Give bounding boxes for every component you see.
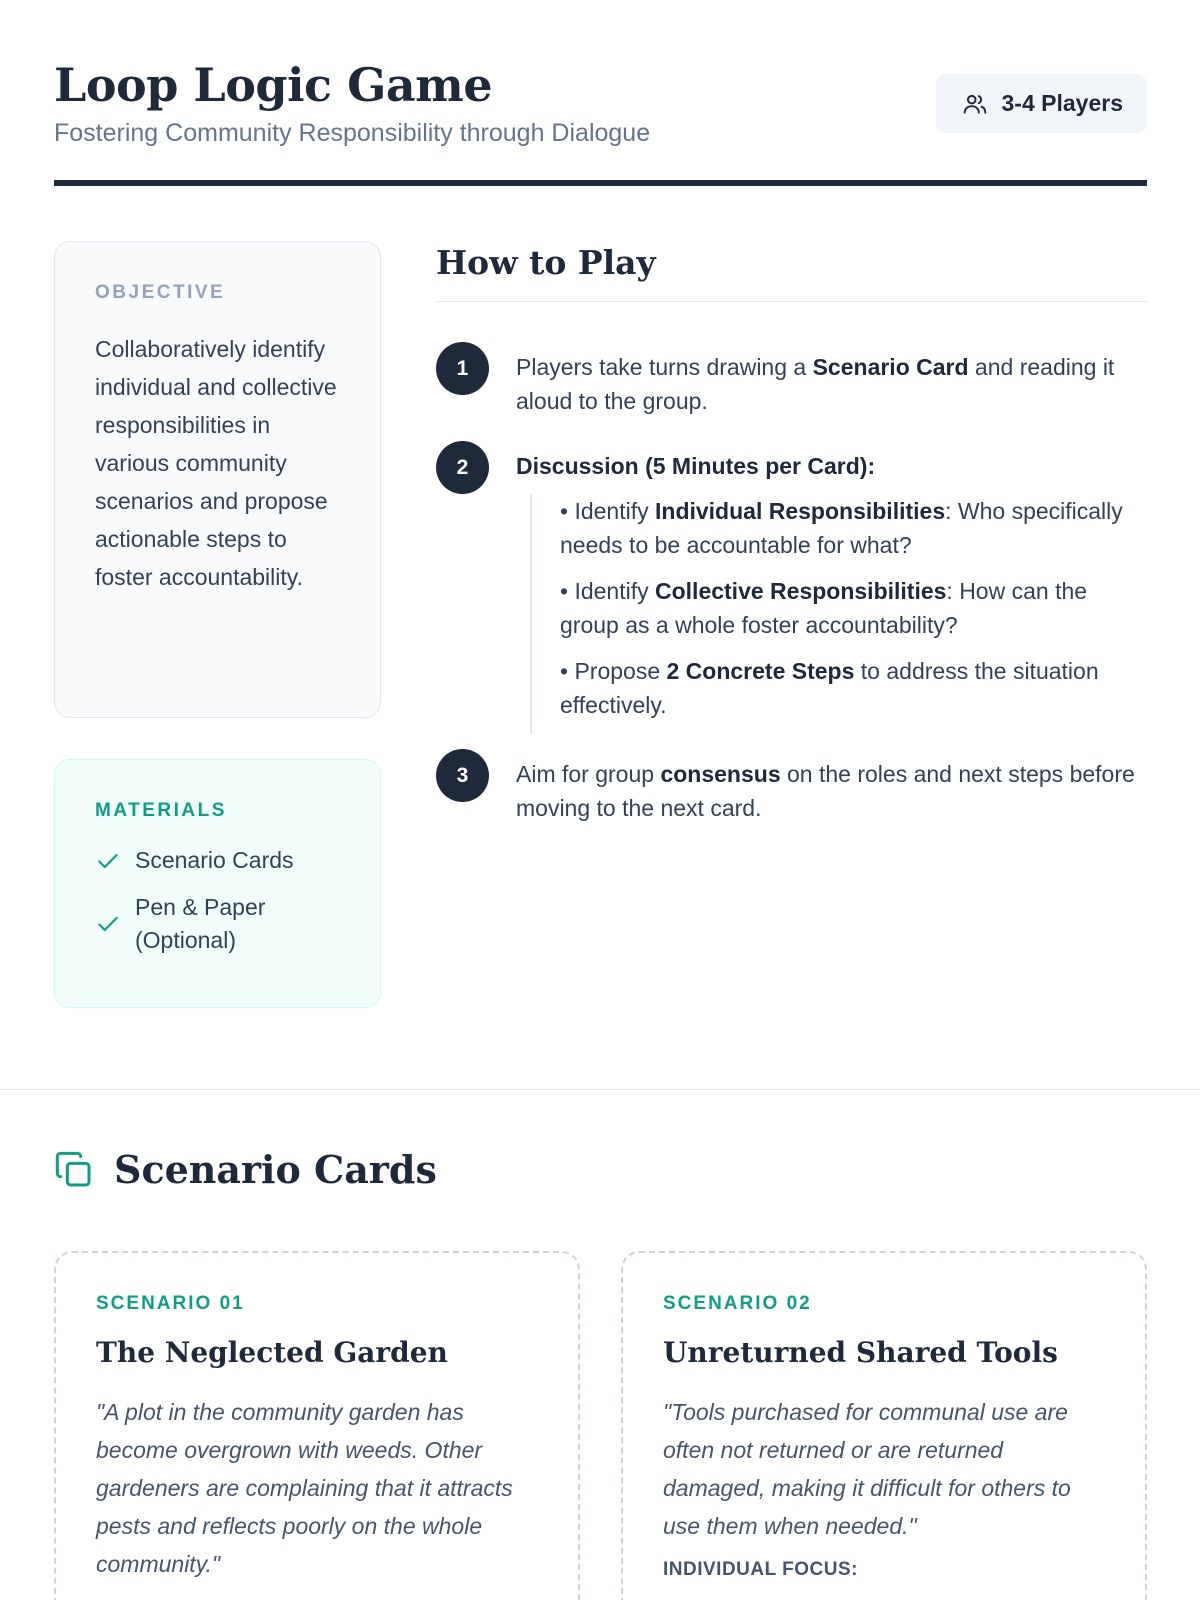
players-badge-label: 3-4 Players xyxy=(1001,90,1123,116)
list-item xyxy=(95,891,340,957)
page-title: Loop Logic Game xyxy=(54,58,493,112)
scenario-card[interactable] xyxy=(621,1251,1147,1600)
objective-label: OBJECTIVE xyxy=(95,282,226,303)
subitem-text-part: • Identify xyxy=(560,498,655,524)
players-badge xyxy=(936,74,1147,133)
step-number-badge: 3 xyxy=(436,749,489,802)
scenario-title: Unreturned Shared Tools xyxy=(663,1336,1058,1369)
check-icon xyxy=(95,911,121,937)
material-label: Pen & Paper (Optional) xyxy=(135,894,266,953)
step-text xyxy=(516,350,1147,418)
materials-panel xyxy=(54,759,381,1008)
objective-text: Collaboratively identify individual and collective responsibilities in various community scenarios and propose actionable steps to foster accountability. xyxy=(95,336,337,590)
step-text xyxy=(516,757,1147,825)
scenario-quote: "Tools purchased for communal use are often not returned or are returned damaged, making it difficult for others to use them when needed." xyxy=(663,1399,1071,1539)
discussion-sublist xyxy=(530,494,1147,734)
step-heading-text: Discussion (5 Minutes per Card): xyxy=(516,453,876,479)
step-heading xyxy=(516,449,1147,483)
materials-label: MATERIALS xyxy=(95,800,227,821)
header-divider xyxy=(54,180,1147,186)
subitem-text-part: : How can the group as a whole foster accountability? xyxy=(560,578,1088,638)
copy-cards-icon xyxy=(54,1150,94,1190)
subitem-text-part: : Who specifically needs to be accountable for what? xyxy=(560,498,1123,558)
subitem-text-part: • Identify xyxy=(560,578,655,604)
how-to-play-title: How to Play xyxy=(436,241,1147,302)
step-text-part: on the roles and next steps before moving to the next card. xyxy=(516,761,1135,821)
objective-panel xyxy=(54,241,381,718)
materials-list xyxy=(95,844,340,957)
scenario-card[interactable] xyxy=(54,1251,580,1600)
scenario-number: SCENARIO 01 xyxy=(96,1293,245,1314)
scenario-cards-header xyxy=(54,1146,437,1194)
step-text-bold: Scenario Card xyxy=(812,354,969,380)
page-subtitle: Fostering Community Responsibility through Dialogue xyxy=(54,119,651,147)
users-icon xyxy=(962,91,988,117)
material-label: Scenario Cards xyxy=(135,847,294,873)
how-to-play-section xyxy=(436,241,1147,821)
step-number-badge: 1 xyxy=(436,342,489,395)
subitem-text-bold: Collective Responsibilities xyxy=(655,578,947,604)
subitem-text-part: • Propose xyxy=(560,658,667,684)
step-number-badge: 2 xyxy=(436,441,489,494)
step-text-part: Aim for group xyxy=(516,761,661,787)
subitem-text-part: to address the situation effectively. xyxy=(560,658,1099,718)
scenario-cards-title: Scenario Cards xyxy=(114,1147,437,1192)
subitem-text-bold: Individual Responsibilities xyxy=(655,498,946,524)
check-icon xyxy=(95,848,121,874)
scenario-quote: "A plot in the community garden has become overgrown with weeds. Other gardeners are complaining that it attracts pests and reflects poorly on the whole community." xyxy=(96,1399,513,1577)
subitem-text-bold: 2 Concrete Steps xyxy=(666,658,855,684)
page-header xyxy=(54,58,1147,188)
list-item xyxy=(560,494,1147,562)
list-item xyxy=(560,574,1147,642)
list-item xyxy=(95,844,340,877)
step-text-part: Players take turns drawing a xyxy=(516,354,813,380)
step-text-bold: consensus xyxy=(660,761,781,787)
individual-focus-label: INDIVIDUAL FOCUS: xyxy=(663,1559,858,1580)
scenario-number: SCENARIO 02 xyxy=(663,1293,812,1314)
list-item xyxy=(560,654,1147,722)
step-text-part: and reading it aloud to the group. xyxy=(516,354,1115,414)
scenario-title: The Neglected Garden xyxy=(96,1336,448,1369)
section-divider xyxy=(0,1089,1200,1090)
